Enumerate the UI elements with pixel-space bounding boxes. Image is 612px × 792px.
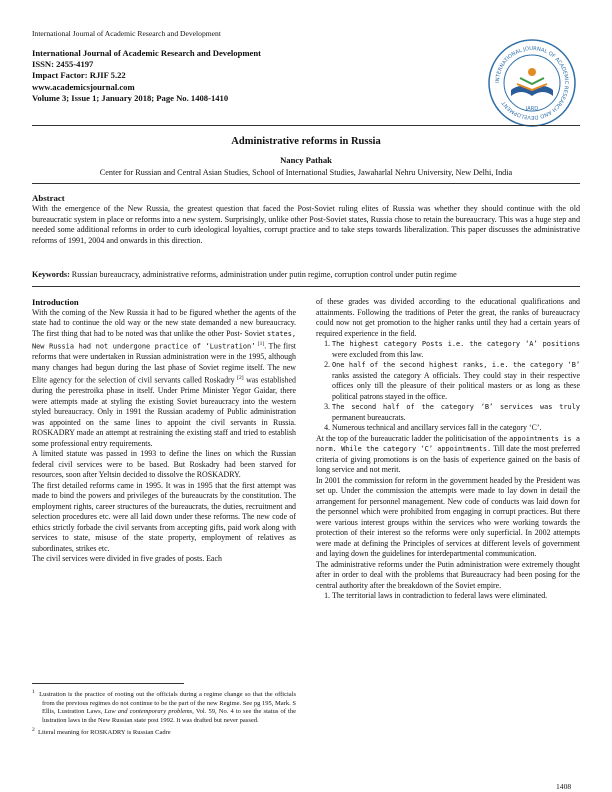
article-author: Nancy Pathak	[280, 155, 332, 165]
keywords-divider	[32, 286, 580, 287]
journal-logo	[487, 38, 577, 128]
politicisation-paragraph: At the top of the bureaucratic ladder the politicisation of the appointments is a norm. While the category ‘C’ appointments. Till date the most preferred criteria of giving promotions is on the basis of experience gained on the basis of long service and not merit.	[316, 433, 580, 474]
footnotes	[32, 688, 296, 737]
citation-2[interactable]: [2]	[237, 375, 244, 382]
grades-list	[316, 339, 580, 434]
journal-name: International Journal of Academic Research and Development	[32, 48, 261, 58]
journal-impact-factor: Impact Factor: RJIF 5.22	[32, 70, 126, 81]
left-column	[32, 297, 296, 565]
article-title: Administrative reforms in Russia	[231, 136, 381, 147]
running-header: International Journal of Academic Research and Development	[32, 29, 221, 38]
article-affiliation: Center for Russian and Central Asian Studies, School of International Studies, Jawaharlal Nehru University, New Delhi, India	[99, 168, 513, 177]
intro-highlight-text: states, New Russia had not undergone practice of ‘Lustration’	[32, 329, 296, 351]
section-heading-introduction: Introduction	[32, 297, 79, 307]
keywords-label: Keywords:	[32, 270, 70, 279]
list-item: 3. The second half of the category ‘B’ services was truly permanent bureaucrats.	[332, 402, 580, 423]
abstract-text: With the emergence of the New Russia, the greatest question that faced the Post-Soviet ruling elites of Russia was whether they should continue with the old bureaucratic system in place or reforms into a new system. Surprisingly, unlike other Post-Soviet states, Russia chose to retain the bureaucracy. This was a huge step and needed some additional reforms in order to curb ideological loyalties, corrupt practice and to take steps towards liberalization. This paper discusses the administrative reforms of 1991, 2004 and onwards in this direction.	[32, 204, 580, 246]
grades-paragraph: of these grades was divided according to the educational qualifications and attainments. Following the traditions of Peter the great, the ranks of bureaucracy could now not get promotion to the higher ranks until they had a certain years of required experience in the field.	[316, 297, 580, 338]
header-divider	[32, 125, 580, 126]
logo-ring-text: INTERNATIONAL JOURNAL OF ACADEMIC RESEARCH AND DEVELOPMENT	[494, 45, 570, 121]
abstract-heading: Abstract	[32, 193, 65, 203]
putin-reforms-list	[316, 591, 580, 602]
footnote-1: $^1$ Lustration is the practice of rooting out the officials during a regime change so that the officials from the previous regimes do not continue to be the part of the new Regime. See pg 195, Mark. S Ellis, Lustration Laws, Law and contemporary problems, Vol. 59, No. 4 to see the status of the lustration laws in the New Russian state post 1992. It was drafted but never passed.	[32, 689, 297, 724]
list-item: 1. The highest category Posts i.e. the category ‘A’ positions were excluded from this law.	[332, 339, 580, 360]
journal-issn: ISSN: 2455-4197	[32, 59, 94, 70]
putin-paragraph: The administrative reforms under the Putin administration were extremely thought after in order to deal with the problems that Bureaucracy had been posing for the central authority after the breakdown of the Soviet empire.	[316, 559, 580, 590]
intro-paragraph-4: The civil services were divided in five grades of posts. Each	[32, 554, 222, 564]
citation-1[interactable]: [1]	[257, 341, 265, 347]
right-column	[316, 297, 580, 602]
intro-paragraph-3: The first detailed reforms came in 1995. It was in 1995 that the first attempt was made to bind the powers and privileges of the bureaucrats by the constitution. The employment rights, career structures of the bureaucrats, the duties, recruitment and selection procedures etc. were all laid down under these reforms. The new code of ethics strictly forbade the civil servants from accepting gifts, paid work along with services to state, misuse of the state property, employment of relatives as subordinates, strikes etc.	[32, 480, 296, 553]
list-item: 2. One half of the second highest ranks, i.e. the category ‘B’ ranks assisted the category A officials. They could stay in their respective offices only till the pleasure of their political masters or as long as these political patrons stayed in the office.	[332, 360, 580, 402]
footnote-divider	[32, 683, 184, 684]
list-item: 4. Numerous technical and ancillary services fall in the category ‘C’.	[332, 423, 580, 434]
intro-paragraph-1: With the coming of the New Russia it had to be figured whether the agents of the state had to continue the old way or the new state demanded a new bureaucracy. The first thing that had to be noted was that unlike the other Post- Soviet states, New Russia had not undergone practice of ‘Lustration’ [1]. The first reforms that were undertaken in Russian administration were in the 1995, although many changes had begun during the last phase of Soviet regime itself. The new Elite agency for the selection of civil servants called Roskadry [2] was established during the perestroika phase in itself. Under Prime Minister Yegor Gaidar, there were attempts made at styling the existing Soviet bureaucracy into the western styled bureaucracy. Only in 1991 the Russian academy of Public administration was appointed on the same lines to appoint the civil servants in Russia. ROSKADRY made an attempt at restraining the existing staff and tried to establish some professional entry requirements.	[32, 307, 296, 448]
logo-bottom-text: JARD	[525, 106, 539, 112]
keywords	[32, 270, 580, 279]
footnote-2: $^2$ Literal meaning for ROSKADRY is Russian Cadre	[32, 726, 171, 736]
journal-header	[32, 48, 261, 104]
logo-book-icon	[511, 68, 553, 96]
list-item: 1. The territorial laws in contradiction to federal laws were eliminated.	[332, 591, 580, 602]
title-divider	[32, 183, 580, 184]
page-number: 1408	[556, 782, 572, 791]
journal-volume: Volume 3; Issue 1; January 2018; Page No. 1408-1410	[32, 92, 229, 103]
keywords-text: Russian bureaucracy, administrative reforms, administration under putin regime, corruption control under putin regime	[71, 270, 457, 279]
journal-website[interactable]: www.academicsjournal.com	[32, 81, 135, 92]
commission-paragraph: In 2001 the commission for reform in the government headed by the President was set up. Under the commission the attempts were made to lay down in detail the arrangement for personnel management. New code of conducts was laid down for the personnel which were prohibited from engaging in corrupt practices. But there were various interest groups within the services who were working towards the protection of their interest so the reforms were only superficial. In 2002 attempts were made at defining the Principles of services at different levels of government and laying down the guidelines for interdepartmental communication.	[316, 475, 580, 558]
intro-paragraph-2: A limited statute was passed in 1993 to define the lines on which the Russian federal civil services were to be based. But Roskadry had been starved for resources, soon after Yeltsin decided to dissolve the ROSKADRY.	[32, 449, 296, 480]
